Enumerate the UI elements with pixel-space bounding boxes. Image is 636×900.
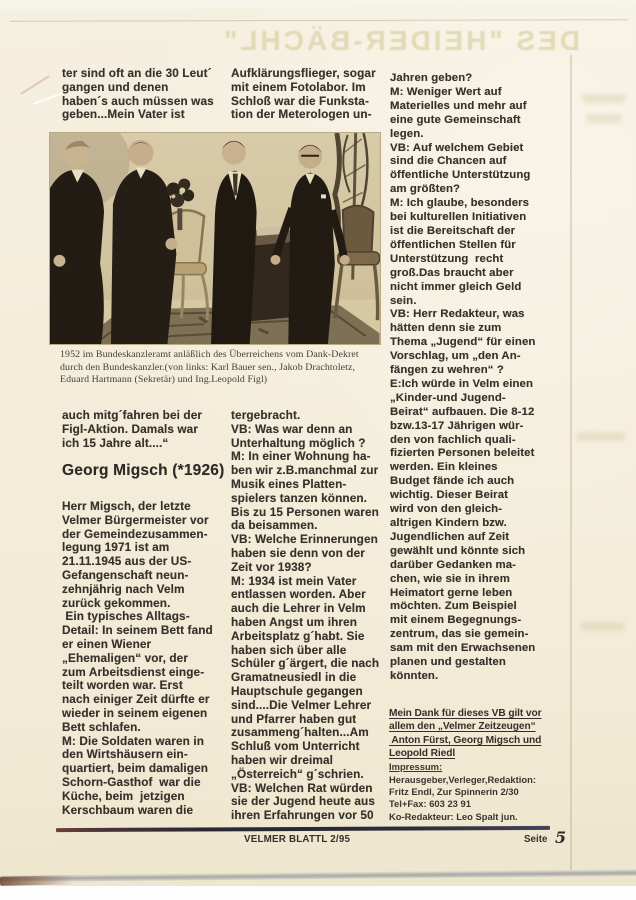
text-line: Kerschbaum waren die (62, 802, 194, 817)
text-line: VB: Welche Erinnerungen (231, 532, 378, 547)
text-line: durch den Bundeskanzler.(von links: Karl Bauer sen., Jakob Drachtoletz, (60, 361, 356, 373)
text-line: ist die Bereitschaft der (390, 224, 516, 237)
text-line: da beisammen. (231, 518, 318, 533)
text-line: 1952 im Bundeskanzleramt anläßlich des Überreichens vom Dank-Dekret (60, 349, 359, 360)
text-line: fängen zu wehren“ ? (390, 364, 504, 377)
section-heading: Georg Migsch (*1926) (62, 462, 225, 479)
text-line: VB: Auf welchem Gebiet (390, 141, 524, 154)
text-line: könnten. (390, 669, 439, 682)
text-line: den von fachlich quali- (390, 433, 516, 446)
text-line: sind die Chancen auf (390, 155, 507, 168)
text-line: M: Die Soldaten waren in (62, 733, 205, 748)
text-line: VB: Herr Redakteur, was (390, 308, 525, 321)
text-line: Jugendlichen auf Zeit (390, 530, 510, 543)
column-left-body (62, 500, 234, 817)
text-line: tergebracht. (231, 408, 301, 422)
text-line: Unterstützung recht (390, 252, 504, 265)
bleedthrough-smudge (582, 94, 626, 103)
text-line: Tel+Fax: 603 23 91 (389, 798, 471, 810)
text-line: Hauptschule gegangen (231, 683, 363, 698)
text-line: M: 1934 ist mein Vater (231, 573, 357, 588)
text-line: sie der Jugend heute aus (231, 794, 376, 809)
text-line: haben´s auch müssen was (62, 93, 214, 108)
text-line: Velmer Bürgermeister vor (62, 512, 209, 527)
text-line: Heimatort gerne leben (390, 586, 513, 599)
text-line: Beirat“ aufbauen. Die 8-12 (390, 405, 535, 418)
text-line: haben sich über alle (231, 642, 347, 657)
text-line: E:Ich würde in Velm einen (390, 377, 534, 390)
text-line: Anton Fürst, Georg Migsch und (389, 734, 542, 746)
scan-artifact-scratch (20, 75, 50, 95)
text-line: groß.Das braucht aber (390, 266, 514, 279)
text-line: öffentliche Unterstützung (390, 169, 531, 182)
text-line: wird von den gleich- (390, 503, 503, 516)
text-line: Herr Migsch, der letzte (62, 499, 191, 513)
footer-page-label: Seite (524, 834, 548, 845)
text-line: Budget fände ich auch (390, 475, 515, 488)
text-line: der Gemeindezusammen- (62, 526, 208, 541)
photo (49, 132, 381, 345)
page-bottom-edge (0, 869, 636, 882)
text-line: ich 15 Jahre alt....“ (62, 435, 169, 450)
text-line: möchten. Zum Beispiel (390, 600, 517, 613)
text-line: nicht immer gleich Geld (390, 280, 522, 293)
text-line: spielers tanzen können. (231, 490, 368, 505)
text-line: legung 1971 ist am (62, 540, 170, 555)
text-line: haben sie denn von der (231, 545, 365, 560)
text-line: Küche, beim jetzigen (62, 788, 185, 803)
text-line: allem den „Velmer Zeitzeugen“ (389, 721, 536, 733)
text-line: er einen Wiener (62, 636, 152, 651)
text-line: Mein Dank für dieses VB gilt vor (389, 708, 542, 719)
text-line: öffentlichen Stellen für (390, 238, 516, 251)
text-line: Ko-Redakteur: Leo Spalt jun. (389, 810, 518, 822)
text-line: nach einiger Zeit dürfte er (62, 692, 210, 707)
bleedthrough-masthead: DES "HEIDER-BÄCHL" (220, 25, 580, 56)
text-line: teilt worden war. Erst (62, 678, 183, 693)
scan-artifact-corner-mark (0, 875, 74, 886)
text-line: ihren Erfahrungen vor 50 (231, 808, 374, 823)
text-line: altrigen Kindern bzw. (390, 517, 507, 529)
text-line: gangen und denen (62, 79, 169, 94)
text-line: Fritz Endl, Zur Spinnerin 2/30 (389, 786, 519, 798)
text-line: Gramatneusiedl in die (231, 670, 357, 685)
text-line: Ein typisches Alltags- (62, 609, 190, 624)
text-line: entlassen worden. Aber (231, 587, 366, 602)
text-line: darüber Gedanken ma- (390, 558, 517, 571)
text-line: Gefangenschaft neun- (62, 567, 189, 582)
text-line: Aufklärungsflieger, sogar (231, 66, 376, 80)
text-line: fizierten Personen beleitet (390, 447, 535, 460)
text-line: planen und gestalten (390, 656, 506, 669)
text-line: haben Angst um ihren (231, 614, 358, 629)
footer-journal-title: VELMER BLATTL 2/95 (244, 834, 351, 845)
text-line: gewählt und könnte sich (390, 544, 526, 557)
text-line: zentrum, das sie gemein- (390, 628, 529, 641)
text-line: „Kinder-und Jugend- (390, 391, 506, 404)
column-top-left (62, 67, 234, 122)
text-line: den Wirtshäusern ein- (62, 747, 188, 762)
text-line: Arbeitsplatz g´habt. Sie (231, 628, 365, 643)
text-line: Bis zu 15 Personen waren (231, 504, 379, 519)
text-line: Schluß vom Unterricht (231, 739, 360, 754)
text-line: M: In einer Wohnung ha- (231, 449, 371, 464)
text-line: tion der Meterologen un- (231, 107, 372, 122)
text-line: bei kulturellen Initiativen (390, 211, 527, 224)
photo-illustration (50, 133, 380, 344)
text-line: am größten? (390, 183, 461, 196)
text-line: wichtig. Dieser Beirat (390, 489, 509, 502)
scanner-bed (0, 886, 636, 900)
text-line: haben wir dreimal (231, 752, 334, 767)
bleedthrough-smudge (581, 622, 625, 631)
text-line: sind....Die Velmer Lehrer (231, 697, 372, 712)
text-line: zum Arbeitsdienst einge- (62, 664, 205, 679)
text-line: mit einem Begegnungs- (390, 614, 522, 627)
text-line: Detail: In seinem Bett fand (62, 623, 213, 638)
text-line: VB: Welchen Rat würden (231, 780, 373, 795)
text-line: hätten denn sie zum (390, 322, 502, 335)
text-line: Jahren geben? (390, 72, 473, 84)
text-line: M: Ich glaube, besonders (390, 197, 530, 210)
impressum-heading: Impressum: (389, 761, 443, 772)
text-line: Schloß war die Funksta- (231, 93, 369, 108)
text-line: eine gute Gemeinschaft (390, 113, 521, 126)
text-line: auch mitg´fahren bei der (62, 408, 203, 422)
footer-rule (56, 826, 550, 832)
scan-artifact-top-band (0, 0, 636, 14)
impressum-block (389, 774, 575, 823)
column-top-middle (231, 67, 391, 122)
text-line: geben...Mein Vater ist (62, 107, 185, 122)
text-line: Schüler g´ärgert, die nach (231, 656, 380, 671)
text-line: zurück gekommen. (62, 595, 171, 610)
bleedthrough-smudge (576, 432, 626, 441)
text-line: wieder in seinem eigenen (62, 705, 208, 720)
text-line: Schorn-Gasthof war die (62, 774, 201, 789)
text-line: M: Weniger Wert auf (390, 85, 502, 98)
text-line: werden. Ein kleines (390, 461, 498, 474)
text-line: Bett schlafen. (62, 719, 141, 734)
text-line: ter sind oft an die 30 Leut´ (62, 66, 212, 80)
text-line: quartiert, beim damaligen (62, 761, 209, 776)
text-line: „Ehemaligen“ vor, der (62, 650, 189, 665)
text-line: zusammeng´halten...Am (231, 725, 369, 740)
text-line: „Österreich“ g´schrien. (231, 766, 364, 781)
text-line: und Pfarrer haben gut (231, 711, 357, 726)
text-line: 21.11.1945 aus der US- (62, 554, 192, 569)
text-line: Eduard Hartmann (Sekretär) und Ing.Leopold Figl) (60, 374, 268, 386)
text-line: sam mit den Erwachsenen (390, 642, 536, 655)
text-line: chen, wie sie in ihrem (390, 572, 510, 585)
text-line: ben wir z.B.manchmal zur (231, 463, 379, 478)
column-middle (231, 409, 393, 823)
text-line: auch die Lehrer in Velm (231, 601, 366, 616)
text-line: VB: Was war denn an (231, 421, 353, 436)
column-right (390, 72, 568, 684)
text-line: Herausgeber,Verleger,Redaktion: (389, 774, 536, 785)
footer-page-number: 5 (555, 828, 567, 847)
text-line: Figl-Aktion. Damals war (62, 421, 199, 436)
column-left-continuation (62, 409, 234, 450)
thanks-note (389, 707, 575, 761)
text-line: Musik eines Platten- (231, 476, 347, 491)
bleedthrough-smudge (586, 114, 622, 123)
text-line: Unterhaltung möglich ? (231, 435, 366, 450)
text-line: Materielles und mehr auf (390, 99, 527, 112)
text-line: Thema „Jugend“ für einen (390, 336, 536, 349)
text-line: bzw.13-17 Jährigen wür- (390, 419, 524, 432)
text-line: Leopold Riedl (389, 748, 456, 760)
text-line: zehnjährig nach Velm (62, 581, 185, 596)
text-line: Vorschlag, um „den An- (390, 350, 521, 363)
text-line: sein. (390, 294, 417, 307)
photo-caption (60, 349, 384, 387)
text-line: Zeit vor 1938? (231, 559, 312, 574)
text-line: mit einem Fotolabor. Im (231, 79, 366, 94)
text-line: legen. (390, 127, 424, 140)
